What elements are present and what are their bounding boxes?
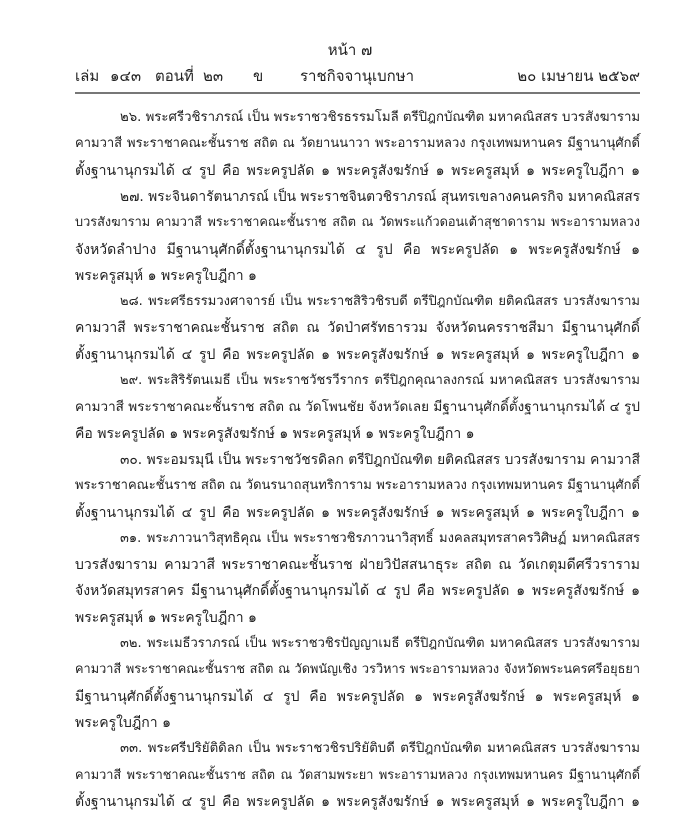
text-line: พระครูใบฎีกา ๑ [75,714,171,731]
text-line: พระครูสมุห์ ๑ พระครูใบฎีกา ๑ [75,609,257,626]
volume-label: เล่ม [75,67,100,85]
volume-number: ๑๔๓ [110,67,142,85]
text-line: ตั้งฐานานุกรมได้ ๔ รูป คือ พระครูปลัด ๑ พระครูสังฆรักษ์ ๑ พระครูสมุห์ ๑ พระครูใบฎีกา ๑ [75,162,640,179]
text-line: ตั้งฐานานุกรมได้ ๔ รูป คือ พระครูปลัด ๑ พระครูสังฆรักษ์ ๑ พระครูสมุห์ ๑ พระครูใบฎีกา ๑ [75,504,640,521]
text-line: ๓๒. พระเมธีวราภรณ์ เป็น พระราชวชิรปัญญาเมธี ตรีปิฎกบัณฑิต มหาคณิสสร บวรสังฆาราม [120,636,640,651]
text-line: ๒๘. พระศรีธรรมวงศาจารย์ เป็น พระราชสิริวชิรบดี ตรีปิฎกบัณฑิต ยติคณิสสร บวรสังฆาราม [120,294,640,310]
text-line: ๓๐. พระอมรมุนี เป็น พระราชวัชรดิลก ตรีปิฎกบัณฑิต ยติคณิสสร บวรสังฆาราม คามวาสี [120,451,640,468]
section-letter: ข [253,67,264,85]
header-divider [75,92,640,94]
text-line: คามวาสี พระราชาคณะชั้นราช สถิต ณ วัดยานนาวา พระอารามหลวง กรุงเทพมหานคร มีฐานานุศักดิ์ [75,136,640,152]
text-line: มีฐานานุศักดิ์ตั้งฐานานุกรมได้ ๔ รูป คือ พระครูปลัด ๑ พระครูสังฆรักษ์ ๑ พระครูสมุห์ ๑ [75,688,640,705]
text-line: พระครูสมุห์ ๑ พระครูใบฎีกา ๑ [75,267,257,284]
text-line: ๒๖. พระศรีวชิราภรณ์ เป็น พระราชวชิรธรรมโมลี ตรีปิฎกบัณฑิต มหาคณิสสร บวรสังฆาราม [120,110,641,125]
text-line: ตั้งฐานานุกรมได้ ๔ รูป คือ พระครูปลัด ๑ พระครูสังฆรักษ์ ๑ พระครูสมุห์ ๑ พระครูใบฎีกา ๑ [75,793,640,810]
text-line: จังหวัดลำปาง มีฐานานุศักดิ์ตั้งฐานานุกรมได้ ๔ รูป คือ พระครูปลัด ๑ พระครูสังฆรักษ์ ๑ [75,241,640,258]
text-line: คามวาสี พระราชาคณะชั้นราช สถิต ณ วัดพนัญเชิง วรวิหาร พระอารามหลวง จังหวัดพระนครศรีอยุธยา [75,662,640,678]
text-line: บวรสังฆาราม คามวาสี พระราชาคณะชั้นราช ฝ่ายวิปัสสนาธุระ สถิต ณ วัดเกตุมดีศรีวราราม [75,557,640,574]
text-line: บวรสังฆาราม คามวาสี พระราชาคณะชั้นราช สถิต ณ วัดพระแก้วดอนเต้าสุชาดาราม พระอารามหลวง [75,215,640,231]
text-line: คือ พระครูปลัด ๑ พระครูสังฆรักษ์ ๑ พระครูสมุห์ ๑ พระครูใบฎีกา ๑ [75,425,475,442]
text-line: จังหวัดสมุทรสาคร มีฐานานุศักดิ์ตั้งฐานานุกรมได้ ๔ รูป คือ พระครูปลัด ๑ พระครูสังฆรักษ์ ๑ [75,583,640,600]
text-line: ๓๓. พระศรีปริยัติดิลก เป็น พระราชวชิรปริยัติบดี ตรีปิฎกบัณฑิต มหาคณิสสร บวรสังฆาราม [120,741,640,757]
text-line: ๓๑. พระภาวนาวิสุทธิคุณ เป็น พระราชวชิรภาวนาวิสุทธิ์ มงคลสมุทรสาครวิศิษฏ์ มหาคณิสสร [120,530,640,546]
issue-label: ตอนที่ [155,67,194,85]
text-line: คามวาสี พระราชาคณะชั้นราช สถิต ณ วัดป่าศรัทธารวม จังหวัดนครราชสีมา มีฐานานุศักดิ์ [75,320,640,337]
publication-name: ราชกิจจานุเบกษา [300,67,415,85]
text-line: ๒๗. พระจินดารัตนาภรณ์ เป็น พระราชจินตวชิราภรณ์ สุนทรเขลางคนครกิจ มหาคณิสสร [120,188,640,205]
publication-date: ๒๐ เมษายน ๒๕๖๙ [517,67,640,85]
page-number: หน้า ๗ [327,41,373,59]
text-line: ตั้งฐานานุกรมได้ ๔ รูป คือ พระครูปลัด ๑ พระครูสังฆรักษ์ ๑ พระครูสมุห์ ๑ พระครูใบฎีกา ๑ [75,346,640,363]
text-line: พระราชาคณะชั้นราช สถิต ณ วัดนรนาถสุนทริการาม พระอารามหลวง กรุงเทพมหานคร มีฐานานุศักดิ์ [75,478,640,494]
text-line: คามวาสี พระราชาคณะชั้นราช สถิต ณ วัดโพนชัย จังหวัดเลย มีฐานานุศักดิ์ตั้งฐานานุกรมได้ ๔ รูป [75,399,640,416]
text-line: คามวาสี พระราชาคณะชั้นราช สถิต ณ วัดสามพระยา พระอารามหลวง กรุงเทพมหานคร มีฐานานุศักดิ์ [75,767,640,783]
issue-number: ๒๓ [203,67,224,85]
text-line: ๒๙. พระสิริรัตนเมธี เป็น พระราชวัชรวีรากร ตรีปิฎกคุณาลงกรณ์ มหาคณิสสร บวรสังฆาราม [120,373,640,388]
